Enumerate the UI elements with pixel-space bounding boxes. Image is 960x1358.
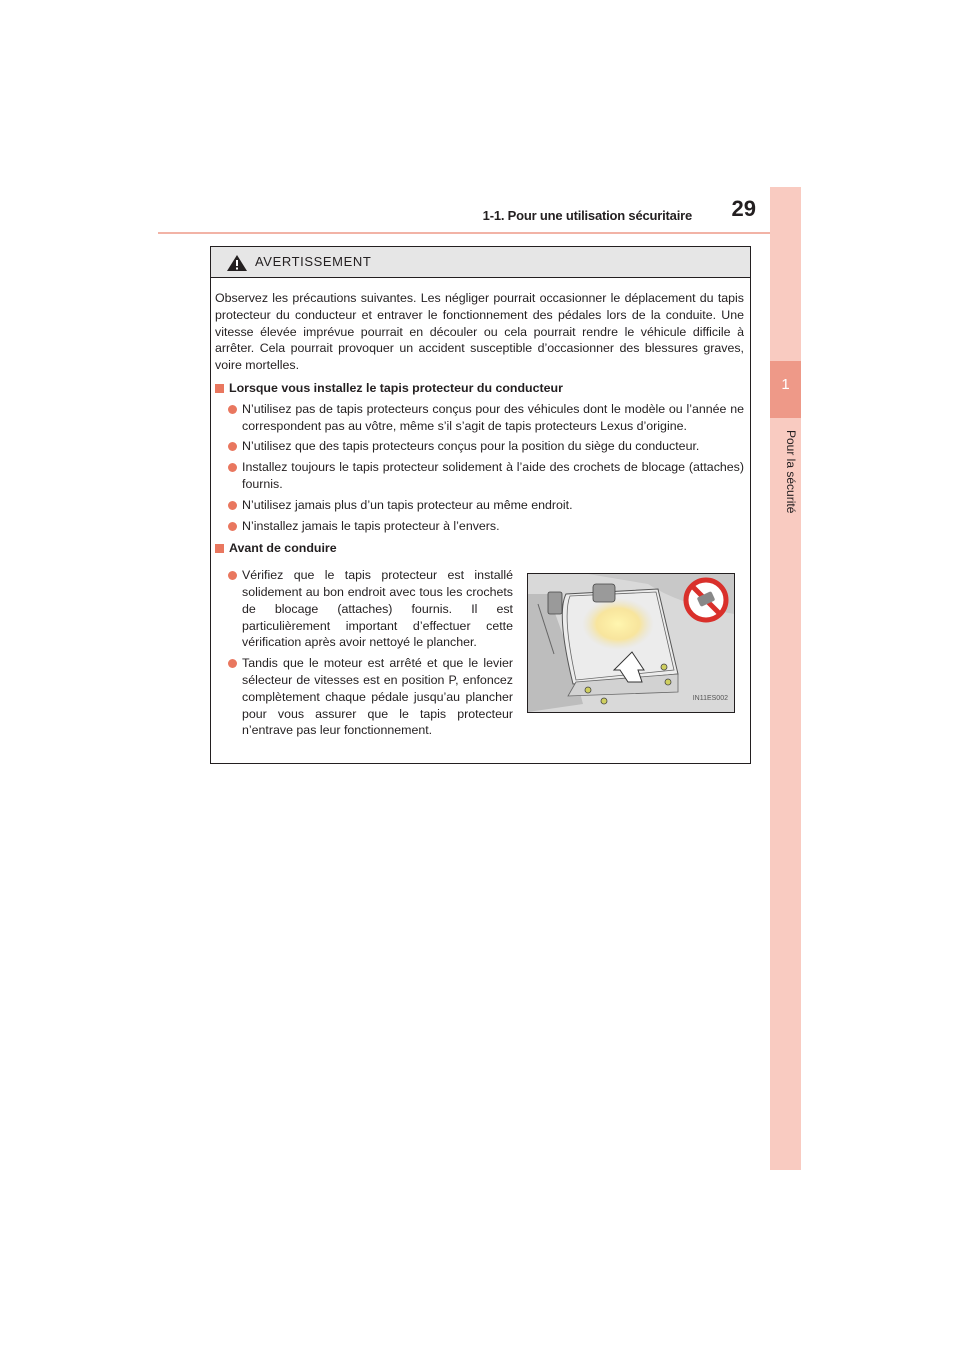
square-bullet-icon (215, 384, 224, 393)
bullet-dot-icon (228, 501, 237, 510)
list-item (215, 497, 744, 514)
list-item-text: N’utilisez que des tapis protecteurs conçus pour la position du siège du conducteur. (242, 439, 700, 454)
list-item (215, 567, 513, 651)
section-heading-installation (215, 380, 744, 397)
bullet-dot-icon (228, 442, 237, 451)
warning-body (215, 290, 744, 763)
list-item-text: Vérifiez que le tapis protecteur est installé solidement au bon endroit avec tous les crochets de blocage (attaches) fournis. Il est particulièrement important d’effectuer cette vérification après avoir nettoyé le plancher. (242, 568, 513, 650)
list-item (215, 655, 513, 739)
warning-triangle-icon (226, 254, 248, 272)
list-item-text: N’installez jamais le tapis protecteur à l’envers. (242, 518, 500, 533)
section-heading-text: Avant de conduire (229, 541, 337, 556)
list-item (215, 438, 744, 455)
square-bullet-icon (215, 544, 224, 553)
chapter-side-tab (770, 187, 801, 1170)
bullet-dot-icon (228, 571, 237, 580)
list-item-text: Installez toujours le tapis protecteur solidement à l’aide des crochets de blocage (attaches) fournis. (242, 460, 744, 491)
header-rule (158, 232, 800, 234)
section-heading-text: Lorsque vous installez le tapis protecteur du conducteur (229, 380, 563, 395)
list-item (215, 459, 744, 493)
installation-list (215, 401, 744, 535)
list-item (215, 518, 744, 535)
page-number: 29 (731, 196, 756, 221)
illustration-code: IN11ES002 (692, 695, 728, 703)
bullet-dot-icon (228, 659, 237, 668)
list-item-text: N’utilisez pas de tapis protecteurs conçus pour des véhicules dont le modèle ou l’année ne correspondent pas au vôtre, même s’il s’agit de tapis protecteurs Lexus d’origine. (242, 401, 744, 433)
warning-title: AVERTISSEMENT (255, 254, 372, 269)
bullet-dot-icon (228, 463, 237, 472)
bullet-dot-icon (228, 522, 237, 531)
list-item-text: N’utilisez jamais plus d’un tapis protecteur au même endroit. (242, 497, 573, 512)
warning-header (211, 247, 750, 278)
before-driving-list (215, 567, 513, 743)
list-item-text: Tandis que le moteur est arrêté et que le levier sélecteur de vitesses est en position P, enfoncez complètement chaque pédale jusqu’au plancher pour vous assurer que le tapis protecteur n’entrave pas leur fonctionnement. (242, 656, 513, 738)
floor-mat-illustration (527, 573, 735, 713)
warning-intro: Observez les précautions suivantes. Les négliger pourrait occasionner le déplacement du tapis protecteur du conducteur et entraver le fonctionnement des pédales lors de la conduite. Une vitesse élevée imprévue pourrait en découler ou cela pourrait rendre le véhicule difficile à arrêter. Cela pourrait provoquer un accident susceptible d’occasionner des blessures graves, voire mortelles. (215, 291, 744, 373)
chapter-label: Pour la sécurité (784, 430, 798, 514)
bullet-dot-icon (228, 405, 237, 414)
list-item (215, 401, 744, 435)
before-driving-block (215, 563, 744, 763)
section-title: 1-1. Pour une utilisation sécuritaire (482, 208, 692, 223)
warning-box (210, 246, 751, 764)
chapter-number: 1 (781, 376, 790, 393)
section-heading-before-driving (215, 540, 744, 557)
